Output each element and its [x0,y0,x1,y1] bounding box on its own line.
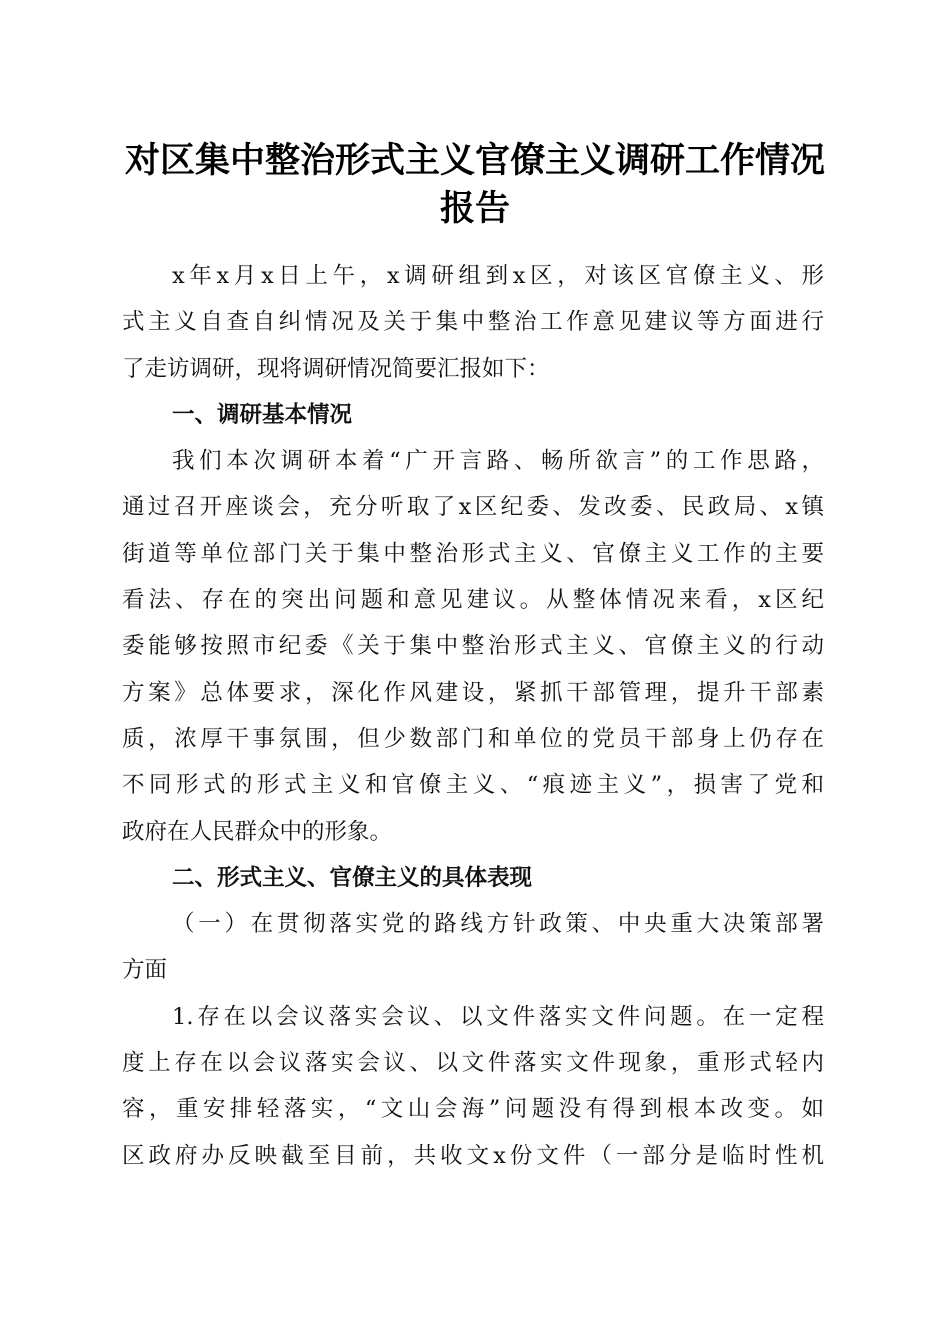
paragraph-line: 质，浓厚干事氛围，但少数部门和单位的党员干部身上仍存在 [122,725,824,752]
paragraph-line: 式主义自查自纠情况及关于集中整治工作意见建议等方面进行 [122,309,824,336]
paragraph-line: 方案》总体要求，深化作风建设，紧抓干部管理，提升干部素 [122,679,824,706]
paragraph-line: 政府在人民群众中的形象。 [122,818,393,845]
paragraph-line: 我们本次调研本着“广开言路、畅所欲言”的工作思路， [172,448,824,475]
paragraph-line: x年x月x日上午，x调研组到x区，对该区官僚主义、形 [172,263,824,289]
document-title-line-2: 报告 [439,188,510,229]
paragraph-line: 委能够按照市纪委《关于集中整治形式主义、官僚主义的行动 [122,633,824,660]
paragraph-line: 1.存在以会议落实会议、以文件落实文件问题。在一定程 [172,1003,824,1030]
section-heading-2: 二、形式主义、官僚主义的具体表现 [172,864,533,891]
subsection-heading: （一）在贯彻落实党的路线方针政策、中央重大决策部署 [172,911,824,938]
paragraph-line: 区政府办反映截至目前，共收文x份文件（一部分是临时性机 [122,1142,824,1169]
paragraph-line: 度上存在以会议落实会议、以文件落实文件现象，重形式轻内 [122,1050,824,1077]
paragraph-line: 看法、存在的突出问题和意见建议。从整体情况来看，x区纪 [122,587,824,614]
document-title-line-1: 对区集中整治形式主义官僚主义调研工作情况 [124,140,825,181]
paragraph-line: 容，重安排轻落实，“文山会海”问题没有得到根本改变。如 [122,1096,824,1123]
paragraph-line: 了走访调研，现将调研情况简要汇报如下： [122,355,550,382]
paragraph-line: 不同形式的形式主义和官僚主义、“痕迹主义”，损害了党和 [122,772,824,799]
document-body [122,253,824,1179]
paragraph-line: 通过召开座谈会，充分听取了x区纪委、发改委、民政局、x镇 [122,494,824,521]
paragraph-line: 街道等单位部门关于集中整治形式主义、官僚主义工作的主要 [122,540,824,567]
section-heading-1: 一、调研基本情况 [172,401,353,428]
subsection-heading-continued: 方面 [122,957,168,984]
